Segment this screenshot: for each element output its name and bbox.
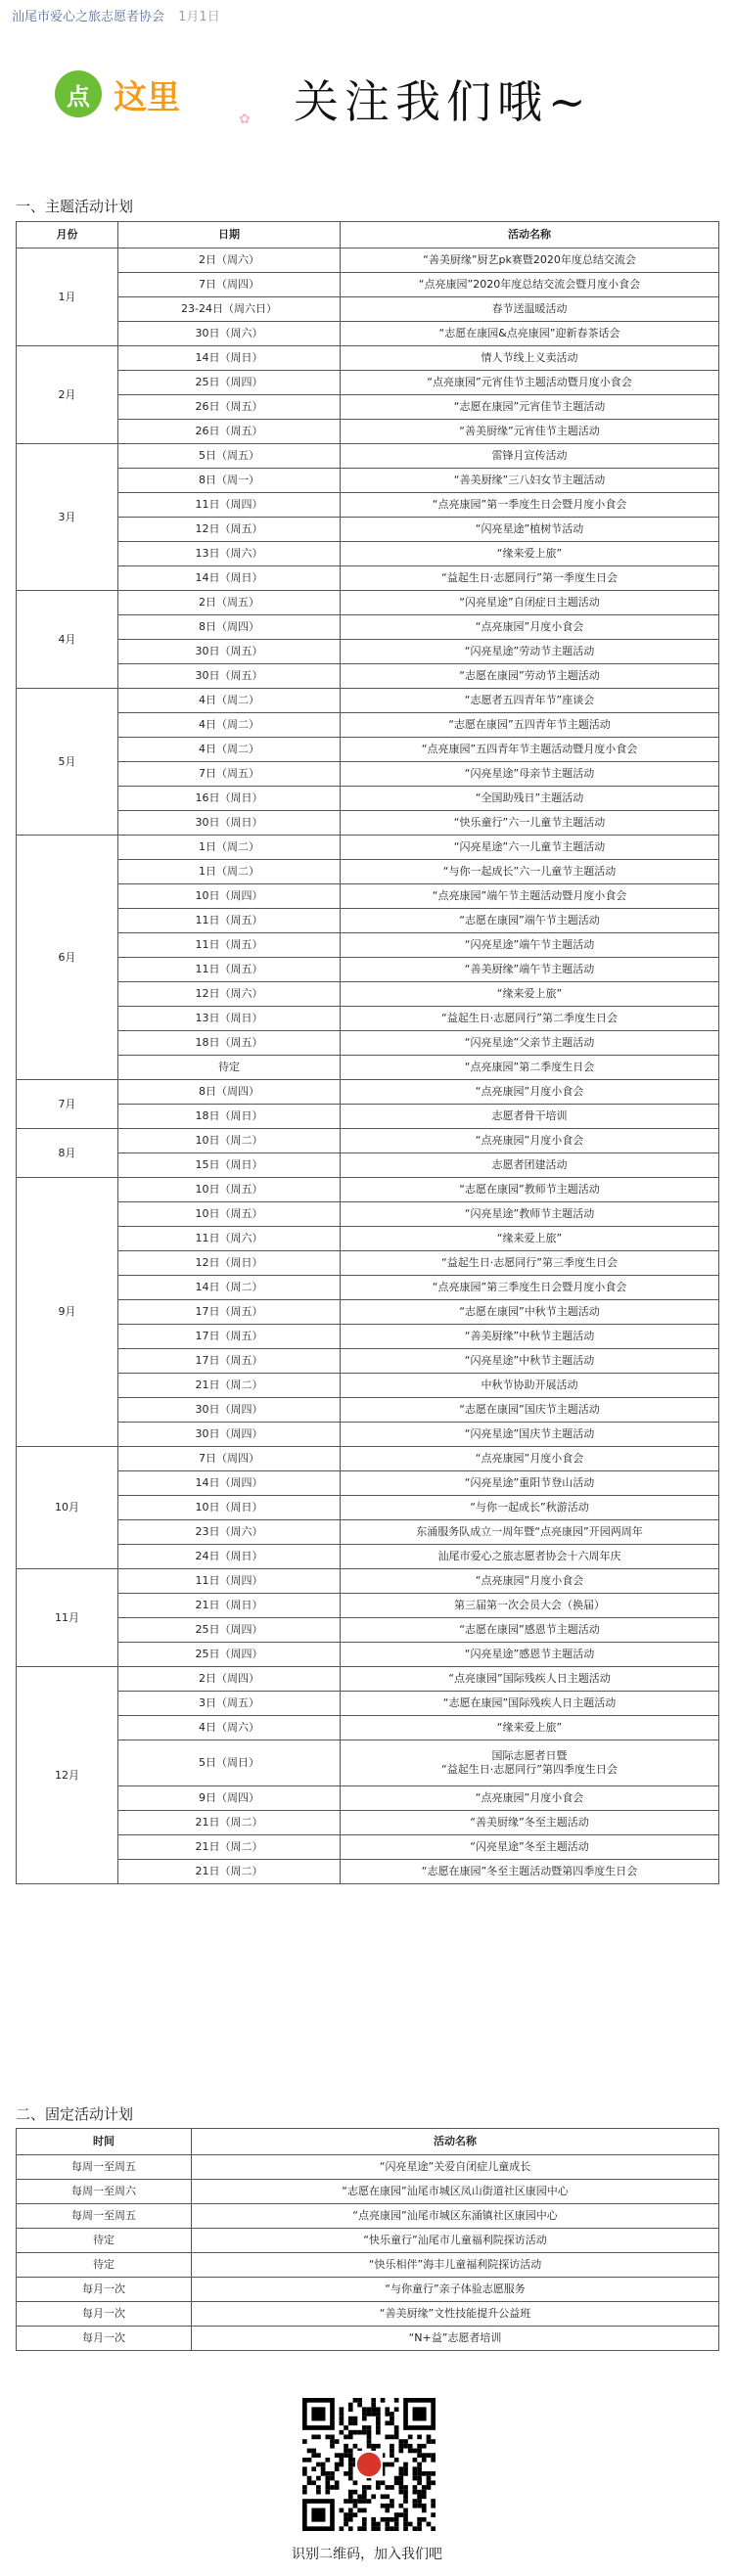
activity-cell: “点亮康园”国际残疾人日主题活动 [341, 1667, 719, 1692]
table-row [17, 2155, 719, 2180]
date-cell: 21日（周日） [118, 1594, 341, 1618]
table-row [17, 1520, 719, 1545]
date-cell: 2日（周四） [118, 1667, 341, 1692]
activity-cell: “点亮康园”第三季度生日会暨月度小食会 [341, 1276, 719, 1300]
table-row [17, 493, 719, 518]
activity-cell: “N+益”志愿者培训 [192, 2327, 719, 2351]
date-cell: 11日（周五） [118, 933, 341, 958]
month-cell: 9月 [17, 1178, 118, 1447]
activity-cell: “缘来爱上旅” [341, 982, 719, 1007]
activity-cell: 情人节线上义卖活动 [341, 346, 719, 371]
activity-cell: “善美厨缘”元宵佳节主题活动 [341, 420, 719, 444]
activity-cell: “快乐童行”汕尾市儿童福利院探访活动 [192, 2229, 719, 2253]
activity-cell: “闪亮星途”端午节主题活动 [341, 933, 719, 958]
activity-cell: “与你一起成长”秋游活动 [341, 1496, 719, 1520]
table-row [17, 1325, 719, 1349]
table-row [17, 1740, 719, 1786]
date-cell: 17日（周五） [118, 1349, 341, 1374]
activity-cell: “点亮康园”月度小食会 [341, 1569, 719, 1594]
date-cell: 18日（周日） [118, 1105, 341, 1129]
table-row [17, 1349, 719, 1374]
activity-cell: “点亮康园”第一季度生日会暨月度小食会 [341, 493, 719, 518]
activity-cell: “志愿者五四青年节”座谈会 [341, 689, 719, 713]
activity-cell: “快乐童行”六一儿童节主题活动 [341, 811, 719, 836]
date-cell: 10日（周二） [118, 1129, 341, 1153]
table-row [17, 2278, 719, 2302]
table-row [17, 1860, 719, 1884]
date-cell: 16日（周日） [118, 787, 341, 811]
month-cell: 1月 [17, 249, 118, 346]
table-row [17, 469, 719, 493]
activity-cell: “志愿在康园”端午节主题活动 [341, 909, 719, 933]
table-row [17, 689, 719, 713]
date-cell: 18日（周五） [118, 1031, 341, 1056]
activity-cell: “与你童行”亲子体验志愿服务 [192, 2278, 719, 2302]
activity-cell: 志愿者骨干培训 [341, 1105, 719, 1129]
activity-cell: “快乐相伴”海丰儿童福利院探访活动 [192, 2253, 719, 2278]
table-row [17, 762, 719, 787]
column-header: 时间 [17, 2129, 192, 2155]
activity-cell: “志愿在康园”汕尾市城区凤山街道社区康园中心 [192, 2180, 719, 2204]
table-row [17, 1618, 719, 1643]
activity-cell: “志愿在康园”中秋节主题活动 [341, 1300, 719, 1325]
date-cell: 13日（周日） [118, 1007, 341, 1031]
time-cell: 每月一次 [17, 2278, 192, 2302]
table-row [17, 1153, 719, 1178]
date-cell: 14日（周日） [118, 346, 341, 371]
table-row [17, 1031, 719, 1056]
date-cell: 14日（周四） [118, 1471, 341, 1496]
table-row [17, 322, 719, 346]
date-cell: 待定 [118, 1056, 341, 1080]
date-cell: 30日（周四） [118, 1398, 341, 1423]
activity-cell: “闪亮星途”关爱自闭症儿童成长 [192, 2155, 719, 2180]
activity-cell: “志愿在康园”冬至主题活动暨第四季度生日会 [341, 1860, 719, 1884]
activity-cell: “闪亮星途”冬至主题活动 [341, 1835, 719, 1860]
date-cell: 24日（周日） [118, 1545, 341, 1569]
date-cell: 23-24日（周六日） [118, 297, 341, 322]
follow-banner [0, 51, 734, 158]
date-cell: 4日（周二） [118, 738, 341, 762]
date-cell: 23日（周六） [118, 1520, 341, 1545]
table-row [17, 615, 719, 640]
date-cell: 30日（周五） [118, 640, 341, 664]
date-cell: 21日（周二） [118, 1811, 341, 1835]
table-row [17, 1811, 719, 1835]
date-cell: 5日（周五） [118, 444, 341, 469]
activity-cell: “志愿在康园”教师节主题活动 [341, 1178, 719, 1202]
date-cell: 8日（周四） [118, 615, 341, 640]
table-row [17, 1251, 719, 1276]
activity-cell: “闪亮星途”教师节主题活动 [341, 1202, 719, 1227]
column-header: 活动名称 [341, 222, 719, 249]
date-cell: 13日（周六） [118, 542, 341, 566]
activity-cell: 中秋节协助开展活动 [341, 1374, 719, 1398]
table-row [17, 1007, 719, 1031]
date-cell: 4日（周二） [118, 689, 341, 713]
activity-cell: “点亮康园”元宵佳节主题活动暨月度小食会 [341, 371, 719, 395]
table-row [17, 1692, 719, 1716]
time-cell: 每月一次 [17, 2327, 192, 2351]
table-row [17, 1080, 719, 1105]
table-row [17, 1545, 719, 1569]
date-cell: 30日（周五） [118, 664, 341, 689]
date-cell: 11日（周五） [118, 909, 341, 933]
activity-cell: “点亮康园”2020年度总结交流会暨月度小食会 [341, 273, 719, 297]
date-cell: 10日（周四） [118, 884, 341, 909]
date-cell: 8日（周一） [118, 469, 341, 493]
date-cell: 9日（周四） [118, 1786, 341, 1811]
activity-cell: “闪亮星途”植树节活动 [341, 518, 719, 542]
activity-cell: “志愿在康园”五四青年节主题活动 [341, 713, 719, 738]
date-cell: 26日（周五） [118, 420, 341, 444]
dot-badge-icon: 点 [55, 70, 102, 117]
month-cell: 12月 [17, 1667, 118, 1884]
table-row [17, 1423, 719, 1447]
table-row [17, 860, 719, 884]
date-cell: 26日（周五） [118, 395, 341, 420]
date-cell: 30日（周四） [118, 1423, 341, 1447]
fixed-activities-table [16, 2128, 719, 2351]
date-cell: 11日（周五） [118, 958, 341, 982]
date-cell: 21日（周二） [118, 1860, 341, 1884]
date-cell: 21日（周二） [118, 1374, 341, 1398]
activity-cell: 雷锋月宣传活动 [341, 444, 719, 469]
activity-cell: “志愿在康园”国际残疾人日主题活动 [341, 1692, 719, 1716]
activity-cell: “闪亮星途”自闭症日主题活动 [341, 591, 719, 615]
table-row [17, 1374, 719, 1398]
activity-cell: “闪亮星途”六一儿童节主题活动 [341, 836, 719, 860]
table-row [17, 982, 719, 1007]
month-cell: 7月 [17, 1080, 118, 1129]
date-cell: 10日（周日） [118, 1496, 341, 1520]
date-cell: 2日（周五） [118, 591, 341, 615]
activity-cell: “缘来爱上旅” [341, 542, 719, 566]
month-cell: 6月 [17, 836, 118, 1080]
theme-activities-table [16, 221, 719, 1884]
table-row [17, 1056, 719, 1080]
table-row [17, 2204, 719, 2229]
section-title-fixed-activities: 二、固定活动计划 [16, 2105, 134, 2123]
table-row [17, 664, 719, 689]
activity-cell: “益起生日·志愿同行”第三季度生日会 [341, 1251, 719, 1276]
here-text: 这里 [114, 78, 180, 117]
month-cell: 3月 [17, 444, 118, 591]
date-cell: 30日（周六） [118, 322, 341, 346]
column-header: 日期 [118, 222, 341, 249]
table-row [17, 566, 719, 591]
activity-cell: “闪亮星途”劳动节主题活动 [341, 640, 719, 664]
activity-cell: “点亮康园”五四青年节主题活动暨月度小食会 [341, 738, 719, 762]
activity-cell: “志愿在康园”国庆节主题活动 [341, 1398, 719, 1423]
date-cell: 8日（周四） [118, 1080, 341, 1105]
activity-cell: “善美厨缘”中秋节主题活动 [341, 1325, 719, 1349]
date-cell: 10日（周五） [118, 1178, 341, 1202]
activity-cell: “缘来爱上旅” [341, 1227, 719, 1251]
table-row [17, 836, 719, 860]
article-header [12, 6, 220, 24]
table-row [17, 297, 719, 322]
date-cell: 1日（周二） [118, 836, 341, 860]
month-cell: 11月 [17, 1569, 118, 1667]
activity-cell: “闪亮星途”母亲节主题活动 [341, 762, 719, 787]
time-cell: 待定 [17, 2229, 192, 2253]
date-cell: 14日（周二） [118, 1276, 341, 1300]
activity-cell: “善美厨缘”端午节主题活动 [341, 958, 719, 982]
table-row [17, 1786, 719, 1811]
date-cell: 17日（周五） [118, 1300, 341, 1325]
section-title-theme-activities: 一、主题活动计划 [16, 198, 134, 215]
date-cell: 7日（周四） [118, 1447, 341, 1471]
activity-cell: “点亮康园”月度小食会 [341, 1080, 719, 1105]
activity-cell: “闪亮星途”父亲节主题活动 [341, 1031, 719, 1056]
table-row [17, 1300, 719, 1325]
activity-cell: “志愿在康园”劳动节主题活动 [341, 664, 719, 689]
time-cell: 每周一至周五 [17, 2155, 192, 2180]
table-row [17, 1594, 719, 1618]
table-row [17, 640, 719, 664]
activity-cell: “缘来爱上旅” [341, 1716, 719, 1740]
table-row [17, 958, 719, 982]
table-row [17, 591, 719, 615]
activity-cell: “与你一起成长”六一儿童节主题活动 [341, 860, 719, 884]
activity-cell: 春节送温暖活动 [341, 297, 719, 322]
table-row [17, 1202, 719, 1227]
table-row [17, 1667, 719, 1692]
date-cell: 11日（周四） [118, 1569, 341, 1594]
activity-cell: “点亮康园”月度小食会 [341, 1447, 719, 1471]
activity-cell: 东涌服务队成立一周年暨“点亮康园”开园两周年 [341, 1520, 719, 1545]
activity-cell: “善美厨缘”文性技能提升公益班 [192, 2302, 719, 2327]
table-row [17, 2327, 719, 2351]
activity-cell: “益起生日·志愿同行”第一季度生日会 [341, 566, 719, 591]
time-cell: 每周一至周五 [17, 2204, 192, 2229]
activity-cell: “善美厨缘”冬至主题活动 [341, 1811, 719, 1835]
activity-cell: “益起生日·志愿同行”第二季度生日会 [341, 1007, 719, 1031]
activity-cell: “善美厨缘”厨艺pk赛暨2020年度总结交流会 [341, 249, 719, 273]
activity-cell: “闪亮星途”重阳节登山活动 [341, 1471, 719, 1496]
activity-cell: “点亮康园”月度小食会 [341, 1129, 719, 1153]
table-row [17, 542, 719, 566]
month-cell: 10月 [17, 1447, 118, 1569]
date-cell: 7日（周五） [118, 762, 341, 787]
table-row [17, 2302, 719, 2327]
activity-cell: “闪亮星途”中秋节主题活动 [341, 1349, 719, 1374]
date-cell: 5日（周日） [118, 1740, 341, 1786]
activity-cell: “点亮康园”汕尾市城区东涌镇社区康园中心 [192, 2204, 719, 2229]
date-cell: 21日（周二） [118, 1835, 341, 1860]
table-row [17, 2253, 719, 2278]
column-header: 月份 [17, 222, 118, 249]
table-row [17, 1569, 719, 1594]
table-row [17, 2229, 719, 2253]
qr-caption: 识别二维码，加入我们吧 [292, 2547, 442, 2562]
follow-slogan: 关注我们哦~ [294, 75, 592, 128]
activity-cell: 志愿者团建活动 [341, 1153, 719, 1178]
table-row [17, 811, 719, 836]
month-cell: 8月 [17, 1129, 118, 1178]
table-row [17, 1129, 719, 1153]
date-cell: 14日（周日） [118, 566, 341, 591]
activity-cell: 汕尾市爱心之旅志愿者协会十六周年庆 [341, 1545, 719, 1569]
date-cell: 30日（周日） [118, 811, 341, 836]
table-row [17, 884, 719, 909]
activity-cell: “闪亮星途”感恩节主题活动 [341, 1643, 719, 1667]
date-cell: 2日（周六） [118, 249, 341, 273]
table-row [17, 518, 719, 542]
table-row [17, 909, 719, 933]
table-row [17, 1276, 719, 1300]
activity-cell: “点亮康园”月度小食会 [341, 1786, 719, 1811]
date-cell: 12日（周日） [118, 1251, 341, 1276]
activity-cell: “点亮康园”端午节主题活动暨月度小食会 [341, 884, 719, 909]
month-cell: 2月 [17, 346, 118, 444]
month-cell: 5月 [17, 689, 118, 836]
table-row [17, 273, 719, 297]
date-cell: 3日（周五） [118, 1692, 341, 1716]
table-row [17, 1105, 719, 1129]
date-cell: 12日（周六） [118, 982, 341, 1007]
activity-cell: “点亮康园”月度小食会 [341, 615, 719, 640]
date-cell: 25日（周四） [118, 1618, 341, 1643]
activity-cell: “全国助残日”主题活动 [341, 787, 719, 811]
activity-cell: “点亮康园”第二季度生日会 [341, 1056, 719, 1080]
publish-date: 1月1日 [178, 10, 220, 24]
table-row [17, 1471, 719, 1496]
activity-cell: 第三届第一次会员大会（换届） [341, 1594, 719, 1618]
column-header: 活动名称 [192, 2129, 719, 2155]
account-name-link[interactable]: 汕尾市爱心之旅志愿者协会 [12, 10, 165, 24]
date-cell: 17日（周五） [118, 1325, 341, 1349]
table-row [17, 1178, 719, 1202]
table-row [17, 787, 719, 811]
table-header-row [17, 2129, 719, 2155]
table-row [17, 1835, 719, 1860]
table-row [17, 1398, 719, 1423]
date-cell: 12日（周五） [118, 518, 341, 542]
activity-cell: “志愿在康园&点亮康园”迎新春茶话会 [341, 322, 719, 346]
table-row [17, 1643, 719, 1667]
flower-icon: ✿ [239, 112, 251, 127]
table-row [17, 444, 719, 469]
table-row [17, 371, 719, 395]
time-cell: 待定 [17, 2253, 192, 2278]
activity-cell: “志愿在康园”感恩节主题活动 [341, 1618, 719, 1643]
table-row [17, 346, 719, 371]
table-row [17, 2180, 719, 2204]
table-header-row [17, 222, 719, 249]
activity-cell: 国际志愿者日暨 “益起生日·志愿同行”第四季度生日会 [341, 1740, 719, 1786]
date-cell: 4日（周二） [118, 713, 341, 738]
date-cell: 7日（周四） [118, 273, 341, 297]
date-cell: 11日（周四） [118, 493, 341, 518]
date-cell: 4日（周六） [118, 1716, 341, 1740]
month-cell: 4月 [17, 591, 118, 689]
activity-cell: “闪亮星途”国庆节主题活动 [341, 1423, 719, 1447]
table-row [17, 1496, 719, 1520]
table-row [17, 1227, 719, 1251]
date-cell: 10日（周五） [118, 1202, 341, 1227]
date-cell: 25日（周四） [118, 1643, 341, 1667]
table-row [17, 1447, 719, 1471]
table-row [17, 395, 719, 420]
activity-cell: “志愿在康园”元宵佳节主题活动 [341, 395, 719, 420]
table-row [17, 249, 719, 273]
table-row [17, 420, 719, 444]
qr-code-icon[interactable] [299, 2395, 438, 2534]
date-cell: 1日（周二） [118, 860, 341, 884]
time-cell: 每周一至周六 [17, 2180, 192, 2204]
table-row [17, 1716, 719, 1740]
date-cell: 15日（周日） [118, 1153, 341, 1178]
date-cell: 11日（周六） [118, 1227, 341, 1251]
table-row [17, 933, 719, 958]
time-cell: 每月一次 [17, 2302, 192, 2327]
activity-cell: “善美厨缘”三八妇女节主题活动 [341, 469, 719, 493]
table-row [17, 738, 719, 762]
date-cell: 25日（周四） [118, 371, 341, 395]
table-row [17, 713, 719, 738]
